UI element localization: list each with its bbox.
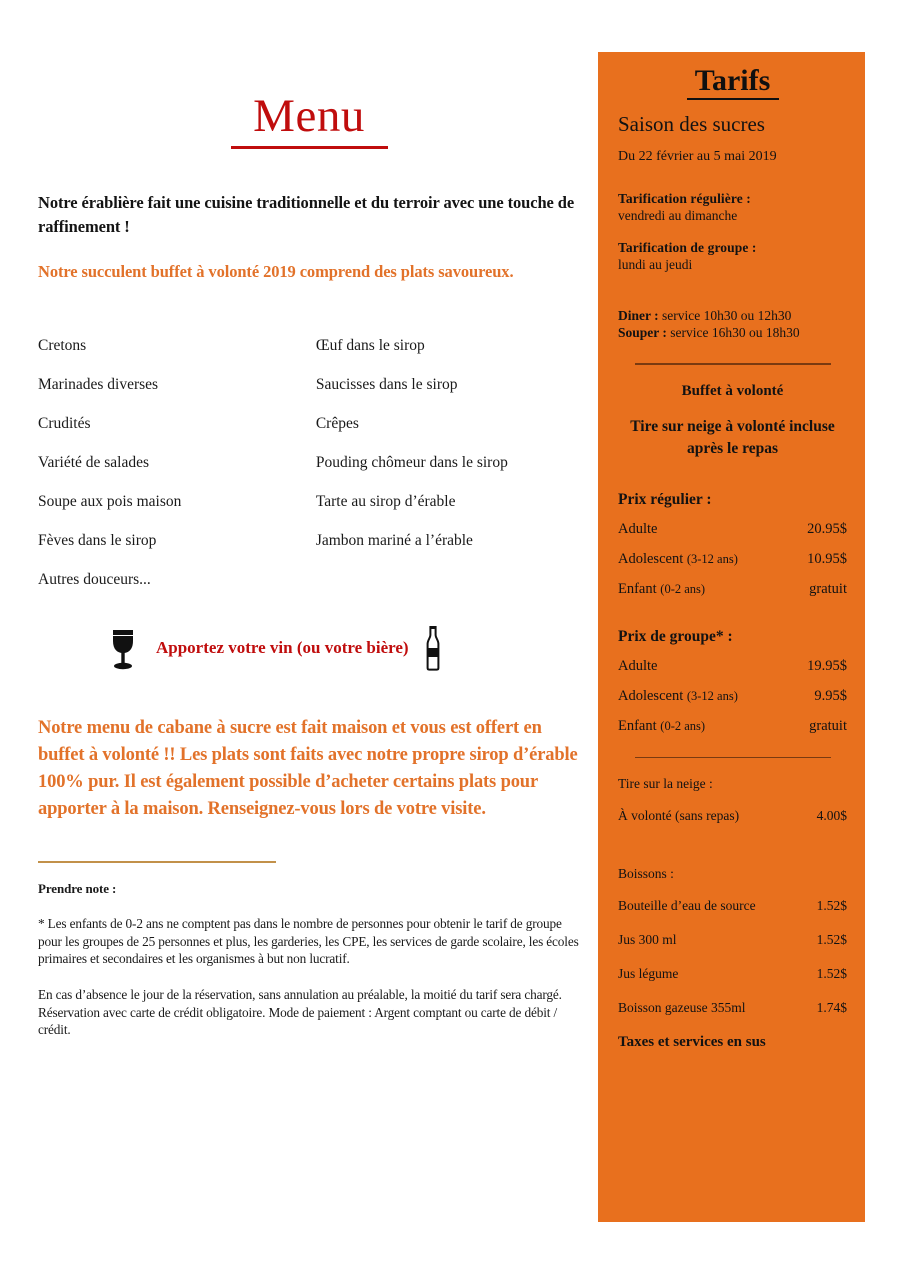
price-row (618, 898, 847, 914)
diner-value: service 10h30 ou 12h30 (662, 308, 792, 324)
prix-regulier-heading: Prix régulier : (618, 490, 712, 508)
food-list (38, 338, 580, 611)
list-item: Marinades diverses (38, 375, 159, 393)
price-label: À volonté (sans repas) (618, 808, 740, 824)
food-column-left (38, 338, 314, 611)
season-label: Saison des sucres (618, 112, 765, 136)
price-value: 4.00$ (816, 808, 847, 824)
promo-statement: Notre menu de cabane à sucre est fait maison et vous est offert en buffet à volonté !! Les plats sont faits avec notre propre sirop d’érable 100% pur. Il est également possible d’acheter certains plats pour apporter à la maison. Renseignez-vous lors de votre visite. (38, 717, 578, 820)
souper-hours (618, 324, 847, 341)
price-row (618, 658, 847, 675)
list-item: Crudités (38, 414, 91, 432)
list-item: Saucisses dans le sirop (315, 375, 458, 393)
price-row (618, 966, 847, 982)
panel-divider-top (635, 363, 831, 365)
list-item: Autres douceurs... (38, 570, 151, 588)
prix-groupe-section (618, 628, 847, 735)
service-hours-block (618, 307, 847, 341)
price-value: 1.52$ (816, 966, 847, 982)
price-label: Boisson gazeuse 355ml (618, 1000, 746, 1016)
price-value: 19.95$ (807, 657, 847, 674)
list-item: Cretons (38, 336, 87, 354)
tarification-groupe-value: lundi au jeudi (618, 257, 693, 273)
bring-your-own-drink-notice (38, 625, 580, 671)
price-row (618, 521, 847, 538)
list-item: Œuf dans le sirop (315, 336, 425, 354)
price-label: Adulte (618, 657, 658, 674)
price-row (618, 932, 847, 948)
list-item: Pouding chômeur dans le sirop (315, 453, 508, 471)
wine-notice-label: Apportez votre vin (ou votre bière) (156, 637, 409, 657)
taxes-notice: Taxes et services en sus (618, 1034, 766, 1051)
note-heading: Prendre note : (38, 880, 117, 896)
price-label: Adolescent (3-12 ans) (618, 687, 738, 704)
price-value: 1.52$ (816, 898, 847, 914)
souper-value: service 16h30 ou 18h30 (670, 325, 800, 341)
price-row (618, 808, 847, 824)
buffet-line: Buffet à volonté (681, 382, 784, 399)
price-row (618, 551, 847, 568)
list-item: Fèves dans le sirop (38, 531, 157, 549)
panel-divider-bottom (635, 757, 831, 759)
list-item: Crêpes (315, 414, 359, 432)
note-paragraph-cancellation: En cas d’absence le jour de la réservation, sans annulation au préalable, la moitié du tarif sera chargé. Réservation avec carte de crédit obligatoire. Mode de paiement : Argent comptant ou carte de débit / crédit. (38, 986, 562, 1038)
tarifs-title: Tarifs (694, 64, 771, 97)
tarifs-title-underline (687, 98, 779, 100)
souper-label: Souper : (618, 325, 667, 341)
season-dates: Du 22 février au 5 mai 2019 (618, 149, 777, 165)
price-label: Enfant (0-2 ans) (618, 580, 706, 597)
prix-groupe-heading: Prix de groupe* : (618, 627, 733, 645)
list-item: Tarte au sirop d’érable (315, 492, 456, 510)
price-label: Jus légume (618, 966, 679, 982)
note-divider (38, 861, 276, 863)
tarifs-panel (598, 52, 865, 1222)
list-item: Soupe aux pois maison (38, 492, 182, 510)
list-item: Variété de salades (38, 453, 150, 471)
price-row (618, 581, 847, 598)
price-value: gratuit (809, 580, 847, 597)
title-underline (231, 146, 388, 149)
tarification-groupe-block (618, 240, 847, 273)
diner-hours (618, 307, 847, 324)
tire-incluse-line: Tire sur neige à volonté incluse après le repas (630, 417, 835, 458)
price-value: 9.95$ (814, 687, 847, 704)
price-row (618, 718, 847, 735)
note-paragraph-children: * Les enfants de 0-2 ans ne comptent pas dans le nombre de personnes pour obtenir le tarif de groupe pour les groupes de 25 personnes et plus, les garderies, les CPE, les services de garde scolaire, les écoles primaires et secondaires et les organismes à but non lucratif. (38, 915, 579, 967)
menu-title-group (38, 92, 580, 149)
page-title: Menu (253, 90, 365, 142)
intro-statement: Notre érablière fait une cuisine traditionnelle et du terroir avec une touche de raffinement ! (38, 193, 575, 236)
price-row (618, 1000, 847, 1016)
tire-neige-section (618, 776, 847, 824)
price-value: 10.95$ (807, 550, 847, 567)
price-label: Jus 300 ml (618, 932, 677, 948)
price-value: gratuit (809, 717, 847, 734)
diner-label: Diner : (618, 308, 659, 324)
tarification-reguliere-block (618, 191, 847, 224)
boissons-section (618, 866, 847, 1051)
tire-neige-heading: Tire sur la neige : (618, 776, 713, 792)
prix-regulier-section (618, 491, 847, 598)
wine-glass-icon (106, 625, 140, 671)
buffet-statement: Notre succulent buffet à volonté 2019 comprend des plats savoureux. (38, 262, 514, 282)
price-label: Adulte (618, 520, 658, 537)
price-label: Bouteille d’eau de source (618, 898, 756, 914)
price-value: 20.95$ (807, 520, 847, 537)
list-item: Jambon mariné a l’érable (315, 531, 473, 549)
tarification-groupe-label: Tarification de groupe : (618, 240, 757, 256)
price-label: Enfant (0-2 ans) (618, 717, 706, 734)
price-value: 1.74$ (816, 1000, 847, 1016)
boissons-heading: Boissons : (618, 866, 674, 882)
tarification-reguliere-value: vendredi au dimanche (618, 208, 738, 224)
price-value: 1.52$ (816, 932, 847, 948)
tarification-reguliere-label: Tarification régulière : (618, 191, 751, 207)
food-column-right (314, 338, 580, 611)
beer-bottle-icon (423, 625, 443, 671)
price-label: Adolescent (3-12 ans) (618, 550, 738, 567)
price-row (618, 688, 847, 705)
